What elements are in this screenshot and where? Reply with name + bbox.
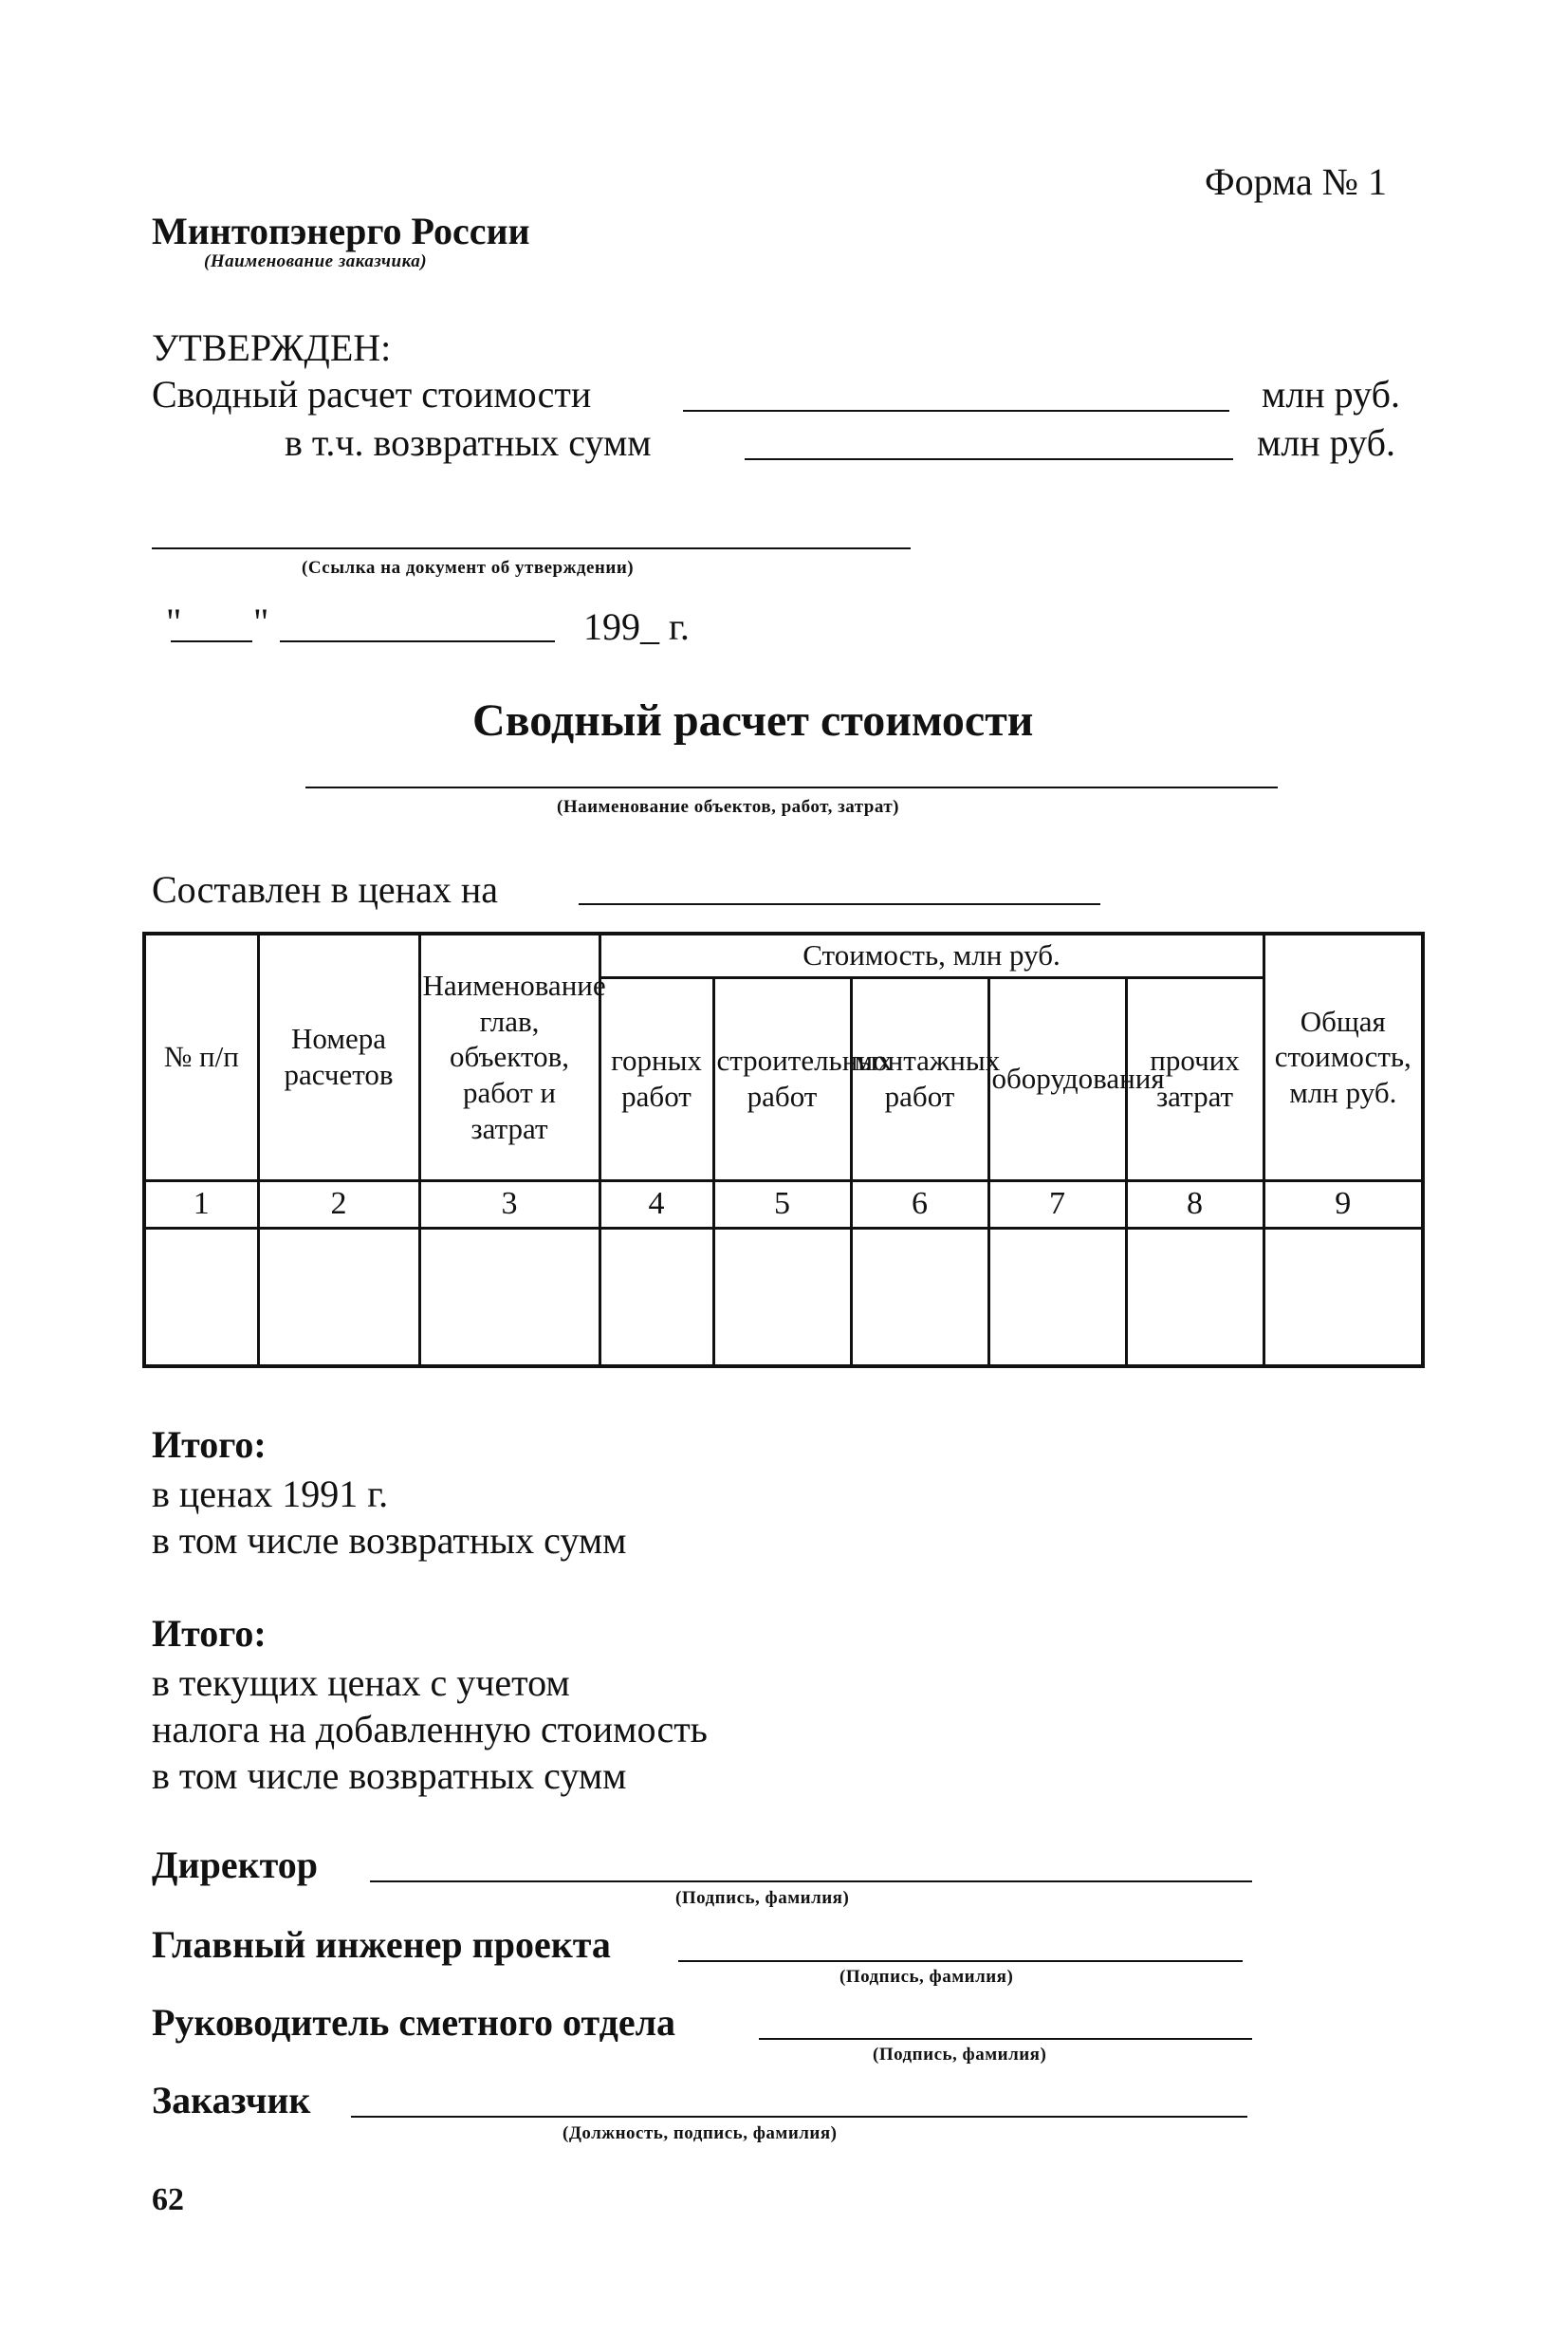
totals-1991-line2: в том числе возвратных сумм bbox=[152, 1519, 627, 1562]
totals-1991-line1: в ценах 1991 г. bbox=[152, 1472, 389, 1515]
director-label: Директор bbox=[152, 1843, 318, 1886]
customer-label: Заказчик bbox=[152, 2079, 311, 2121]
table-cell[interactable] bbox=[144, 1228, 258, 1366]
approval-heading: УТВЕРЖДЕН: bbox=[152, 326, 392, 369]
director-caption: (Подпись, фамилия) bbox=[675, 1888, 850, 1908]
document-title: Сводный расчет стоимости bbox=[472, 695, 1034, 746]
totals-current-heading: Итого: bbox=[152, 1612, 267, 1655]
table-cell[interactable] bbox=[419, 1228, 600, 1366]
table-cell[interactable] bbox=[600, 1228, 713, 1366]
customer-name: Минтопэнерго России bbox=[152, 210, 530, 252]
customer-signature-caption: (Должность, подпись, фамилия) bbox=[563, 2123, 838, 2143]
totals-current-line3: в том числе возвратных сумм bbox=[152, 1754, 627, 1797]
date-quote-open: " bbox=[166, 601, 182, 643]
returnable-unit: млн руб. bbox=[1257, 421, 1395, 464]
column-number: 8 bbox=[1126, 1180, 1264, 1228]
col-other-header: прочих затрат bbox=[1126, 977, 1264, 1180]
document-ref-field[interactable] bbox=[152, 547, 911, 549]
col-calc-numbers-header: Номера расчетов bbox=[258, 934, 419, 1180]
date-year: 199_ г. bbox=[583, 605, 690, 648]
col-installation-header: монтажных работ bbox=[851, 977, 988, 1180]
estimate-head-label: Руководитель сметного отдела bbox=[152, 2001, 676, 2044]
summary-cost-label: Сводный расчет стоимости bbox=[152, 373, 592, 416]
column-number: 5 bbox=[713, 1180, 851, 1228]
chief-engineer-signature-field[interactable] bbox=[678, 1960, 1243, 1962]
table-cell[interactable] bbox=[1126, 1228, 1264, 1366]
table-cell[interactable] bbox=[258, 1228, 419, 1366]
col-total-header: Общая стоимость, млн руб. bbox=[1264, 934, 1423, 1180]
col-equipment-header: оборудования bbox=[988, 977, 1126, 1180]
col-name-header: Наименование глав, объектов, работ и затрат bbox=[419, 934, 600, 1180]
table-cell[interactable] bbox=[851, 1228, 988, 1366]
table-cell[interactable] bbox=[713, 1228, 851, 1366]
date-quote-close: " bbox=[253, 601, 269, 643]
column-number: 9 bbox=[1264, 1180, 1423, 1228]
chief-engineer-label: Главный инженер проекта bbox=[152, 1923, 611, 1966]
returnable-field[interactable] bbox=[745, 458, 1233, 460]
column-number: 2 bbox=[258, 1180, 419, 1228]
chief-engineer-caption: (Подпись, фамилия) bbox=[839, 1967, 1014, 1987]
date-month-field[interactable] bbox=[280, 640, 555, 642]
summary-cost-field[interactable] bbox=[683, 410, 1229, 412]
col-mining-header: горных работ bbox=[600, 977, 713, 1180]
column-number: 1 bbox=[144, 1180, 258, 1228]
estimate-head-caption: (Подпись, фамилия) bbox=[873, 2045, 1047, 2065]
col-construction-header: строительных работ bbox=[713, 977, 851, 1180]
totals-1991-heading: Итого: bbox=[152, 1423, 267, 1466]
director-signature-field[interactable] bbox=[370, 1880, 1252, 1882]
cost-group-header: Стоимость, млн руб. bbox=[600, 934, 1264, 977]
customer-signature-field[interactable] bbox=[351, 2116, 1247, 2118]
table-cell[interactable] bbox=[988, 1228, 1126, 1366]
form-number: Форма № 1 bbox=[1205, 160, 1387, 203]
document-ref-caption: (Ссылка на документ об утверждении) bbox=[302, 558, 635, 578]
col-no-header: № п/п bbox=[144, 934, 258, 1180]
customer-caption: (Наименование заказчика) bbox=[204, 251, 428, 271]
column-number: 6 bbox=[851, 1180, 988, 1228]
subject-caption: (Наименование объектов, работ, затрат) bbox=[557, 797, 900, 817]
table-cell[interactable] bbox=[1264, 1228, 1423, 1366]
totals-current-line1: в текущих ценах с учетом bbox=[152, 1661, 570, 1704]
cost-table bbox=[142, 932, 1425, 1368]
column-number: 3 bbox=[419, 1180, 600, 1228]
prices-date-field[interactable] bbox=[579, 903, 1100, 905]
summary-cost-unit: млн руб. bbox=[1262, 373, 1400, 416]
totals-current-line2: налога на добавленную стоимость bbox=[152, 1708, 708, 1750]
column-number: 7 bbox=[988, 1180, 1126, 1228]
column-number: 4 bbox=[600, 1180, 713, 1228]
estimate-head-signature-field[interactable] bbox=[759, 2038, 1252, 2040]
date-day-field[interactable] bbox=[171, 640, 252, 642]
page-number: 62 bbox=[152, 2182, 184, 2217]
returnable-label: в т.ч. возвратных сумм bbox=[285, 421, 652, 464]
prices-label: Составлен в ценах на bbox=[152, 868, 498, 911]
subject-field[interactable] bbox=[305, 787, 1278, 788]
